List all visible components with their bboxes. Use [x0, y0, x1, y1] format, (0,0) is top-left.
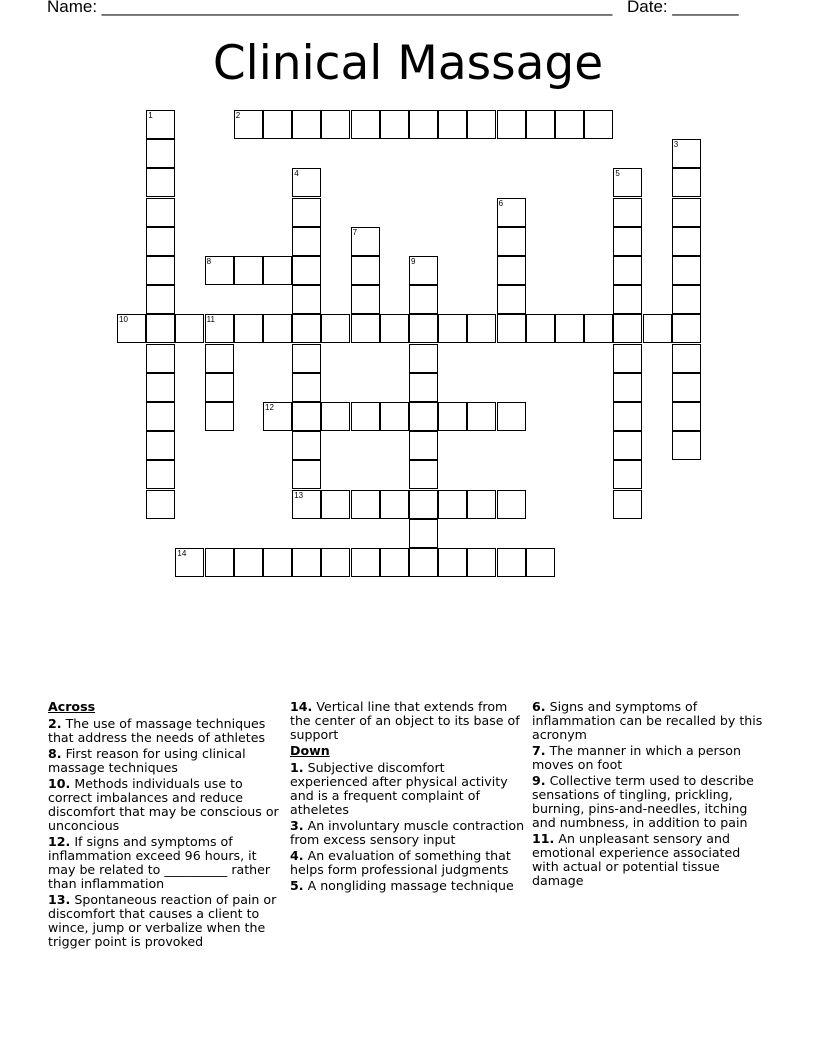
grid-cell[interactable] — [467, 110, 496, 139]
grid-cell[interactable] — [497, 285, 526, 314]
clue-number: 4 — [294, 169, 299, 179]
clue-across-8: 8. First reason for using clinical massage techniques — [48, 746, 246, 775]
clue-across-12: 12. If signs and symptoms of inflammation exceed 96 hours, it may be related to __________ rather than inflammation — [48, 834, 271, 891]
grid-cell[interactable] — [409, 402, 438, 431]
grid-cell[interactable] — [292, 256, 321, 285]
clue-number: 9 — [411, 257, 416, 266]
grid-cell[interactable] — [409, 314, 438, 343]
clue-number: 7 — [352, 227, 358, 237]
grid-cell[interactable] — [672, 344, 701, 373]
grid-cell[interactable] — [409, 519, 438, 548]
grid-cell[interactable] — [613, 314, 642, 343]
across-heading: Across — [48, 699, 96, 714]
clue-number: 10 — [119, 315, 128, 325]
grid-cell[interactable] — [292, 402, 321, 431]
clue-down-7: 7. The manner in which a person moves on foot — [532, 743, 741, 772]
grid-cell[interactable] — [321, 314, 350, 343]
grid-cell[interactable] — [292, 344, 321, 373]
grid-cell[interactable] — [526, 110, 555, 139]
grid-cell[interactable] — [321, 402, 350, 431]
clues-column-1 — [48, 700, 284, 951]
grid-cell[interactable] — [497, 198, 526, 227]
grid-cell[interactable] — [438, 548, 467, 577]
date-field[interactable]: Date: _______ — [627, 0, 739, 16]
grid-cell[interactable] — [234, 548, 263, 577]
grid-cell[interactable] — [497, 548, 526, 577]
clue-down-3: 3. An involuntary muscle contraction from excess sensory input — [290, 818, 525, 847]
grid-cell[interactable] — [205, 314, 234, 343]
grid-cell[interactable] — [555, 314, 584, 343]
grid-cell[interactable] — [672, 227, 701, 256]
clue-down-11: 11. An unpleasant sensory and emotional experience associated with actual or potential tissue damage — [532, 831, 741, 888]
grid-cell[interactable] — [467, 402, 496, 431]
grid-cell[interactable] — [380, 402, 409, 431]
clue-across-10: 10. Methods individuals use to correct imbalances and reduce discomfort that may be conscious or unconcious — [48, 776, 279, 833]
grid-cell[interactable] — [263, 110, 292, 139]
grid-cell[interactable] — [292, 431, 321, 460]
clue-across-14: 14. Vertical line that extends from the center of an object to its base of support — [290, 699, 520, 742]
grid-cell[interactable] — [146, 490, 175, 519]
grid-cell[interactable] — [380, 490, 409, 519]
clue-down-1: 1. Subjective discomfort experienced after physical activity and is a frequent complaint of atheletes — [290, 760, 508, 817]
clue-number: 3 — [673, 140, 679, 150]
grid-cell[interactable] — [380, 314, 409, 343]
grid-cell[interactable] — [146, 460, 175, 489]
grid-cell[interactable] — [234, 256, 263, 285]
grid-cell[interactable] — [146, 373, 175, 402]
grid-cell[interactable] — [467, 548, 496, 577]
grid-cell[interactable] — [205, 373, 234, 402]
grid-cell[interactable] — [292, 490, 321, 519]
clues-column-2 — [290, 700, 526, 895]
grid-cell[interactable] — [380, 548, 409, 577]
grid-cell[interactable] — [409, 431, 438, 460]
clue-down-9: 9. Collective term used to describe sensations of tingling, prickling, burning, pins-and-needles, itching and numbness, in addition to pain — [532, 773, 754, 830]
grid-cell[interactable] — [292, 548, 321, 577]
clue-number: 11 — [206, 315, 215, 325]
grid-cell[interactable] — [613, 227, 642, 256]
clue-number: 1 — [148, 111, 153, 120]
grid-cell[interactable] — [438, 402, 467, 431]
grid-cell[interactable] — [672, 198, 701, 227]
grid-cell[interactable] — [351, 110, 380, 139]
grid-cell[interactable] — [234, 110, 263, 139]
grid-cell[interactable] — [613, 373, 642, 402]
grid-cell[interactable] — [613, 285, 642, 314]
grid-cell[interactable] — [351, 256, 380, 285]
clue-down-5: 5. A nongliding massage technique — [290, 878, 514, 893]
clue-number: 2 — [235, 111, 241, 120]
grid-cell[interactable] — [526, 548, 555, 577]
grid-cell[interactable] — [292, 460, 321, 489]
grid-cell[interactable] — [613, 402, 642, 431]
grid-cell[interactable] — [555, 110, 584, 139]
grid-cell[interactable] — [497, 110, 526, 139]
grid-cell[interactable] — [613, 168, 642, 197]
grid-cell[interactable] — [234, 314, 263, 343]
clue-number: 14 — [177, 549, 187, 558]
grid-cell[interactable] — [409, 460, 438, 489]
grid-cell[interactable] — [263, 402, 292, 431]
grid-cell[interactable] — [146, 402, 175, 431]
grid-cell[interactable] — [292, 314, 321, 343]
name-field[interactable]: Name: ______________________________________________________ — [47, 0, 613, 16]
grid-cell[interactable] — [643, 314, 672, 343]
grid-cell[interactable] — [672, 285, 701, 314]
grid-cell[interactable] — [409, 110, 438, 139]
grid-cell[interactable] — [205, 402, 234, 431]
grid-cell[interactable] — [292, 285, 321, 314]
grid-cell[interactable] — [175, 314, 204, 343]
grid-cell[interactable] — [409, 373, 438, 402]
clue-number: 12 — [265, 403, 274, 412]
grid-cell[interactable] — [613, 431, 642, 460]
grid-cell[interactable] — [672, 256, 701, 285]
grid-cell[interactable] — [321, 490, 350, 519]
grid-cell[interactable] — [497, 490, 526, 519]
grid-cell[interactable] — [526, 314, 555, 343]
grid-cell[interactable] — [146, 198, 175, 227]
grid-cell[interactable] — [613, 460, 642, 489]
grid-cell[interactable] — [321, 548, 350, 577]
grid-cell[interactable] — [146, 344, 175, 373]
grid-cell[interactable] — [117, 314, 146, 343]
clue-down-4: 4. An evaluation of something that helps form professional judgments — [290, 848, 511, 877]
grid-cell[interactable] — [438, 314, 467, 343]
grid-cell[interactable] — [292, 198, 321, 227]
down-heading: Down — [290, 743, 330, 758]
grid-cell[interactable] — [672, 373, 701, 402]
grid-cell[interactable] — [351, 402, 380, 431]
grid-cell[interactable] — [497, 314, 526, 343]
grid-cell[interactable] — [146, 110, 175, 139]
grid-cell[interactable] — [263, 314, 292, 343]
grid-cell[interactable] — [497, 256, 526, 285]
grid-cell[interactable] — [146, 314, 175, 343]
grid-cell[interactable] — [613, 490, 642, 519]
clue-number: 5 — [615, 169, 620, 179]
grid-cell[interactable] — [613, 198, 642, 227]
grid-cell[interactable] — [351, 227, 380, 256]
grid-cell[interactable] — [263, 256, 292, 285]
grid-cell[interactable] — [467, 490, 496, 519]
grid-cell[interactable] — [351, 490, 380, 519]
grid-cell[interactable] — [146, 285, 175, 314]
grid-cell[interactable] — [584, 314, 613, 343]
clue-number: 6 — [498, 198, 504, 208]
grid-cell[interactable] — [263, 548, 292, 577]
clue-down-6: 6. Signs and symptoms of inflammation can be recalled by this acronym — [532, 699, 763, 742]
grid-cell[interactable] — [292, 373, 321, 402]
clue-number: 13 — [294, 490, 304, 500]
grid-cell[interactable] — [205, 548, 234, 577]
clue-across-2: 2. The use of massage techniques that address the needs of athletes — [48, 716, 266, 745]
grid-cell[interactable] — [146, 139, 175, 168]
page-title: Clinical Massage — [212, 36, 604, 91]
grid-cell[interactable] — [497, 227, 526, 256]
grid-cell[interactable] — [146, 256, 175, 285]
grid-cell[interactable] — [613, 256, 642, 285]
grid-cell[interactable] — [409, 548, 438, 577]
grid-cell[interactable] — [380, 110, 409, 139]
clues-column-3 — [532, 700, 768, 890]
grid-cell[interactable] — [467, 314, 496, 343]
grid-cell[interactable] — [146, 168, 175, 197]
grid-cell[interactable] — [613, 344, 642, 373]
grid-cell[interactable] — [321, 110, 350, 139]
grid-cell[interactable] — [438, 110, 467, 139]
grid-cell[interactable] — [409, 256, 438, 285]
grid-cell[interactable] — [175, 548, 204, 577]
grid-cell[interactable] — [146, 227, 175, 256]
grid-cell[interactable] — [438, 490, 467, 519]
grid-cell[interactable] — [351, 285, 380, 314]
grid-cell[interactable] — [205, 256, 234, 285]
grid-cell[interactable] — [497, 402, 526, 431]
grid-cell[interactable] — [584, 110, 613, 139]
grid-cell[interactable] — [292, 227, 321, 256]
grid-cell[interactable] — [292, 110, 321, 139]
grid-cell[interactable] — [292, 168, 321, 197]
clue-number: 8 — [206, 257, 212, 266]
grid-cell[interactable] — [409, 344, 438, 373]
grid-cell[interactable] — [672, 314, 701, 343]
grid-cell[interactable] — [672, 168, 701, 197]
grid-cell[interactable] — [351, 314, 380, 343]
grid-cell[interactable] — [205, 344, 234, 373]
clue-across-13: 13. Spontaneous reaction of pain or discomfort that causes a client to wince, jump or verbalize when the trigger point is provoked — [48, 892, 277, 949]
grid-cell[interactable] — [351, 548, 380, 577]
grid-cell[interactable] — [146, 431, 175, 460]
grid-cell[interactable] — [409, 490, 438, 519]
grid-cell[interactable] — [672, 431, 701, 460]
grid-cell[interactable] — [672, 402, 701, 431]
grid-cell[interactable] — [672, 139, 701, 168]
grid-cell[interactable] — [409, 285, 438, 314]
